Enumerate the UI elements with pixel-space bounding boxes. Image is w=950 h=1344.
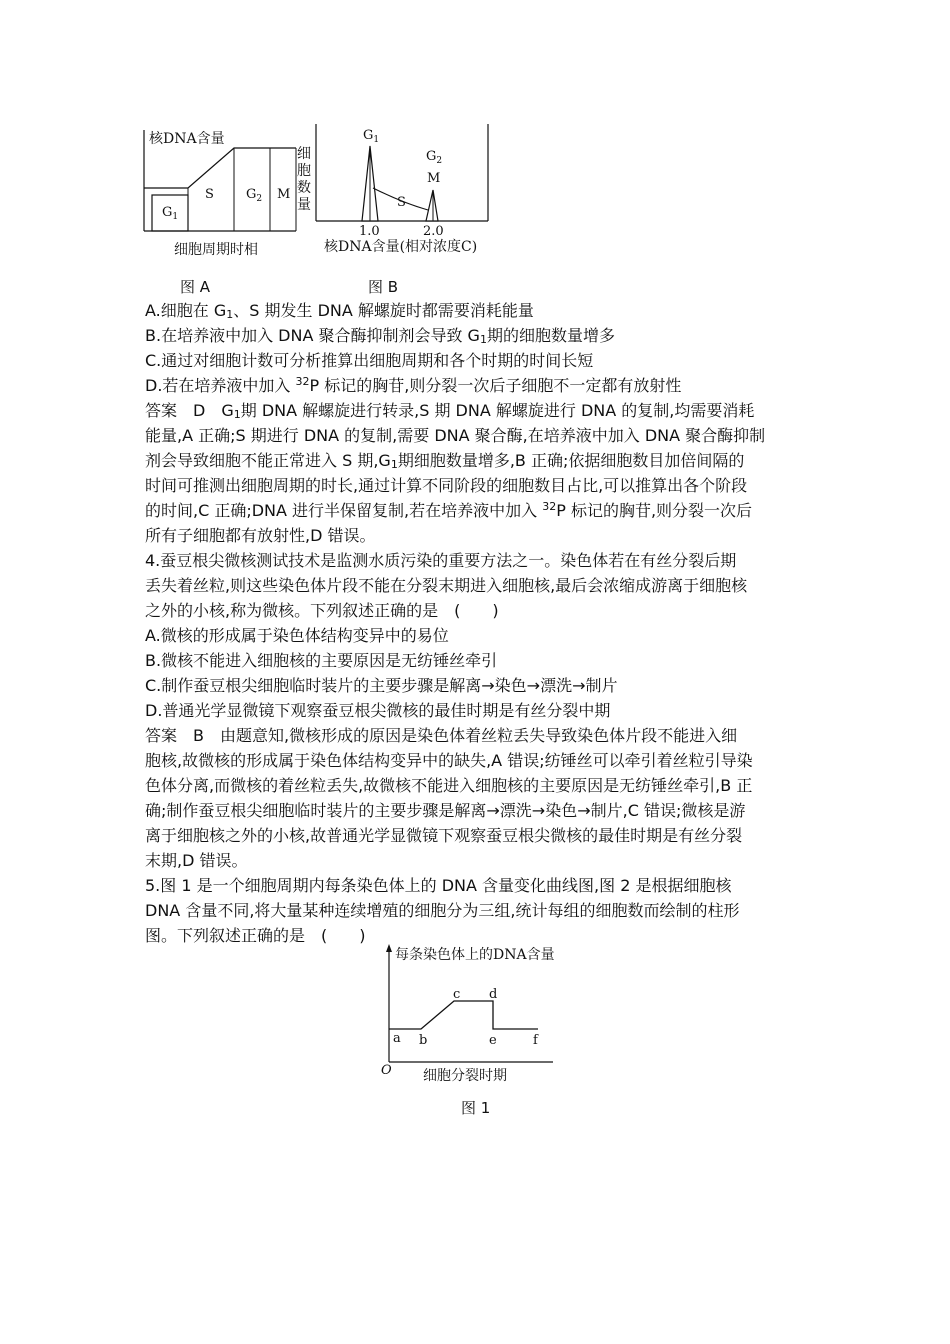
- figure-1: [375, 940, 575, 1090]
- figure-b: [293, 118, 493, 268]
- figure-b-tick-2: 2.0: [423, 224, 444, 239]
- q3-answer-line-3: 剂会导致细胞不能正常进入 S 期$,G_1$期细胞数量增多,B 正确;依据细胞数目加倍间隔的: [145, 451, 745, 471]
- q4-answer-line-6: 末期,D 错误。: [145, 851, 248, 870]
- q3-answer-line-1: 答案 D $G_1$期 DNA 解螺旋进行转录,S 期 DNA 解螺旋进行 DNA 的复制,均需要消耗: [145, 401, 755, 421]
- q5-stem-line-3: 图。下列叙述正确的是 ( ): [145, 926, 366, 945]
- figure-b-m-label: M: [427, 171, 441, 186]
- q3-answer-line-5: 的时间,C 正确;DNA 进行半保留复制,若在培养液中加入 $^{32}$P 标记的胸苷,则分裂一次后: [145, 500, 753, 520]
- q3-option-c: C.通过对细胞计数可分析推算出细胞周期和各个时期的时间长短: [145, 351, 594, 370]
- q4-answer-line-5: 离于细胞核之外的小核,故普通光学显微镜下观察蚕豆根尖微核的最佳时期是有丝分裂: [145, 826, 743, 845]
- figure-a-ylabel: 核DNA含量: [149, 131, 225, 147]
- q4-option-d: D.普通光学显微镜下观察蚕豆根尖微核的最佳时期是有丝分裂中期: [145, 701, 611, 720]
- figure-1-origin: O: [381, 1063, 392, 1078]
- q4-answer-line-1: 答案 B 由题意知,微核形成的原因是染色体着丝粒丢失导致染色体片段不能进入细: [145, 726, 738, 745]
- figure-b-xlabel: 核DNA含量(相对浓度C): [324, 239, 478, 255]
- q3-answer-line-6: 所有子细胞都有放射性,D 错误。: [145, 526, 376, 545]
- figure-1-y-arrow: [386, 944, 392, 952]
- figure-a-xlabel: 细胞周期时相: [174, 242, 258, 258]
- figure-a: [138, 118, 298, 268]
- figure-b-ylabel: 细 胞 数 量: [297, 146, 311, 213]
- figure-1-point-f: f: [533, 1033, 538, 1048]
- q4-answer-line-3: 色体分离,而微核的着丝粒丢失,故微核不能进入细胞核的主要原因是无纺锤丝牵引,B 正: [145, 776, 753, 795]
- figure-a-dna-curve: [144, 148, 296, 188]
- figure-b-g2-label: $G_2$: [426, 149, 443, 166]
- q3-answer-line-4: 时间可推测出细胞周期的时长,通过计算不同阶段的细胞数目占比,可以推算出各个阶段: [145, 476, 748, 495]
- figure-1-ylabel: 每条染色体上的DNA含量: [395, 947, 555, 963]
- figure-1-point-c: c: [453, 987, 461, 1002]
- figure-1-point-e: e: [489, 1033, 497, 1048]
- q4-stem-line-1: 4.蚕豆根尖微核测试技术是监测水质污染的重要方法之一。染色体若在有丝分裂后期: [145, 551, 737, 570]
- figure-1-dna-curve: [389, 1001, 538, 1029]
- figure-a-g1-label: $G_1$: [162, 205, 179, 222]
- figure-1-point-b: b: [419, 1033, 428, 1048]
- figure-b-s-label: S: [397, 195, 406, 210]
- figure-1-point-a: a: [393, 1031, 401, 1046]
- q3-answer-line-2: 能量,A 正确;S 期进行 DNA 的复制,需要 DNA 聚合酶,在培养液中加入 DNA 聚合酶抑制: [145, 426, 766, 445]
- q4-option-b: B.微核不能进入细胞核的主要原因是无纺锤丝牵引: [145, 651, 498, 670]
- figure-1-point-d: d: [489, 987, 498, 1002]
- q4-option-a: A.微核的形成属于染色体结构变异中的易位: [145, 626, 449, 645]
- figure-1-caption: 图 1: [461, 1099, 491, 1117]
- figure-a-m-label: M: [277, 187, 291, 202]
- figure-a-caption: 图 A: [180, 278, 211, 296]
- q4-answer-line-4: 确;制作蚕豆根尖细胞临时装片的主要步骤是解离→漂洗→染色→制片,C 错误;微核是游: [145, 801, 746, 820]
- q3-option-b: B.在培养液中加入 DNA 聚合酶抑制剂会导致 $G_1$期的细胞数量增多: [145, 326, 615, 346]
- figure-b-tick-1: 1.0: [359, 224, 380, 239]
- figure-b-g2-peak: [426, 190, 438, 221]
- q4-option-c: C.制作蚕豆根尖细胞临时装片的主要步骤是解离→染色→漂洗→制片: [145, 676, 618, 695]
- figure-a-s-label: S: [205, 187, 214, 202]
- q5-stem-line-1: 5.图 1 是一个细胞周期内每条染色体上的 DNA 含量变化曲线图,图 2 是根据细胞核: [145, 876, 732, 895]
- figure-1-xlabel: 细胞分裂时期: [423, 1068, 507, 1084]
- q4-stem-line-3: 之外的小核,称为微核。下列叙述正确的是 ( ): [145, 601, 499, 620]
- q3-option-a: A.细胞在 $G_1$、S 期发生 DNA 解螺旋时都需要消耗能量: [145, 301, 534, 321]
- q3-option-d: D.若在培养液中加入 $^{32}$P 标记的胸苷,则分裂一次后子细胞不一定都有放射性: [145, 375, 682, 395]
- figure-b-g1-label: $G_1$: [363, 128, 380, 145]
- figure-a-g2-label: $G_2$: [246, 187, 263, 204]
- q4-answer-line-2: 胞核,故微核的形成属于染色体结构变异中的缺失,A 错误;纺锤丝可以牵引着丝粒引导染: [145, 751, 753, 770]
- q5-stem-line-2: DNA 含量不同,将大量某种连续增殖的细胞分为三组,统计每组的细胞数而绘制的柱形: [145, 901, 740, 920]
- figure-b-caption: 图 B: [368, 278, 399, 296]
- q4-stem-line-2: 丢失着丝粒,则这些染色体片段不能在分裂末期进入细胞核,最后会浓缩成游离于细胞核: [145, 576, 748, 595]
